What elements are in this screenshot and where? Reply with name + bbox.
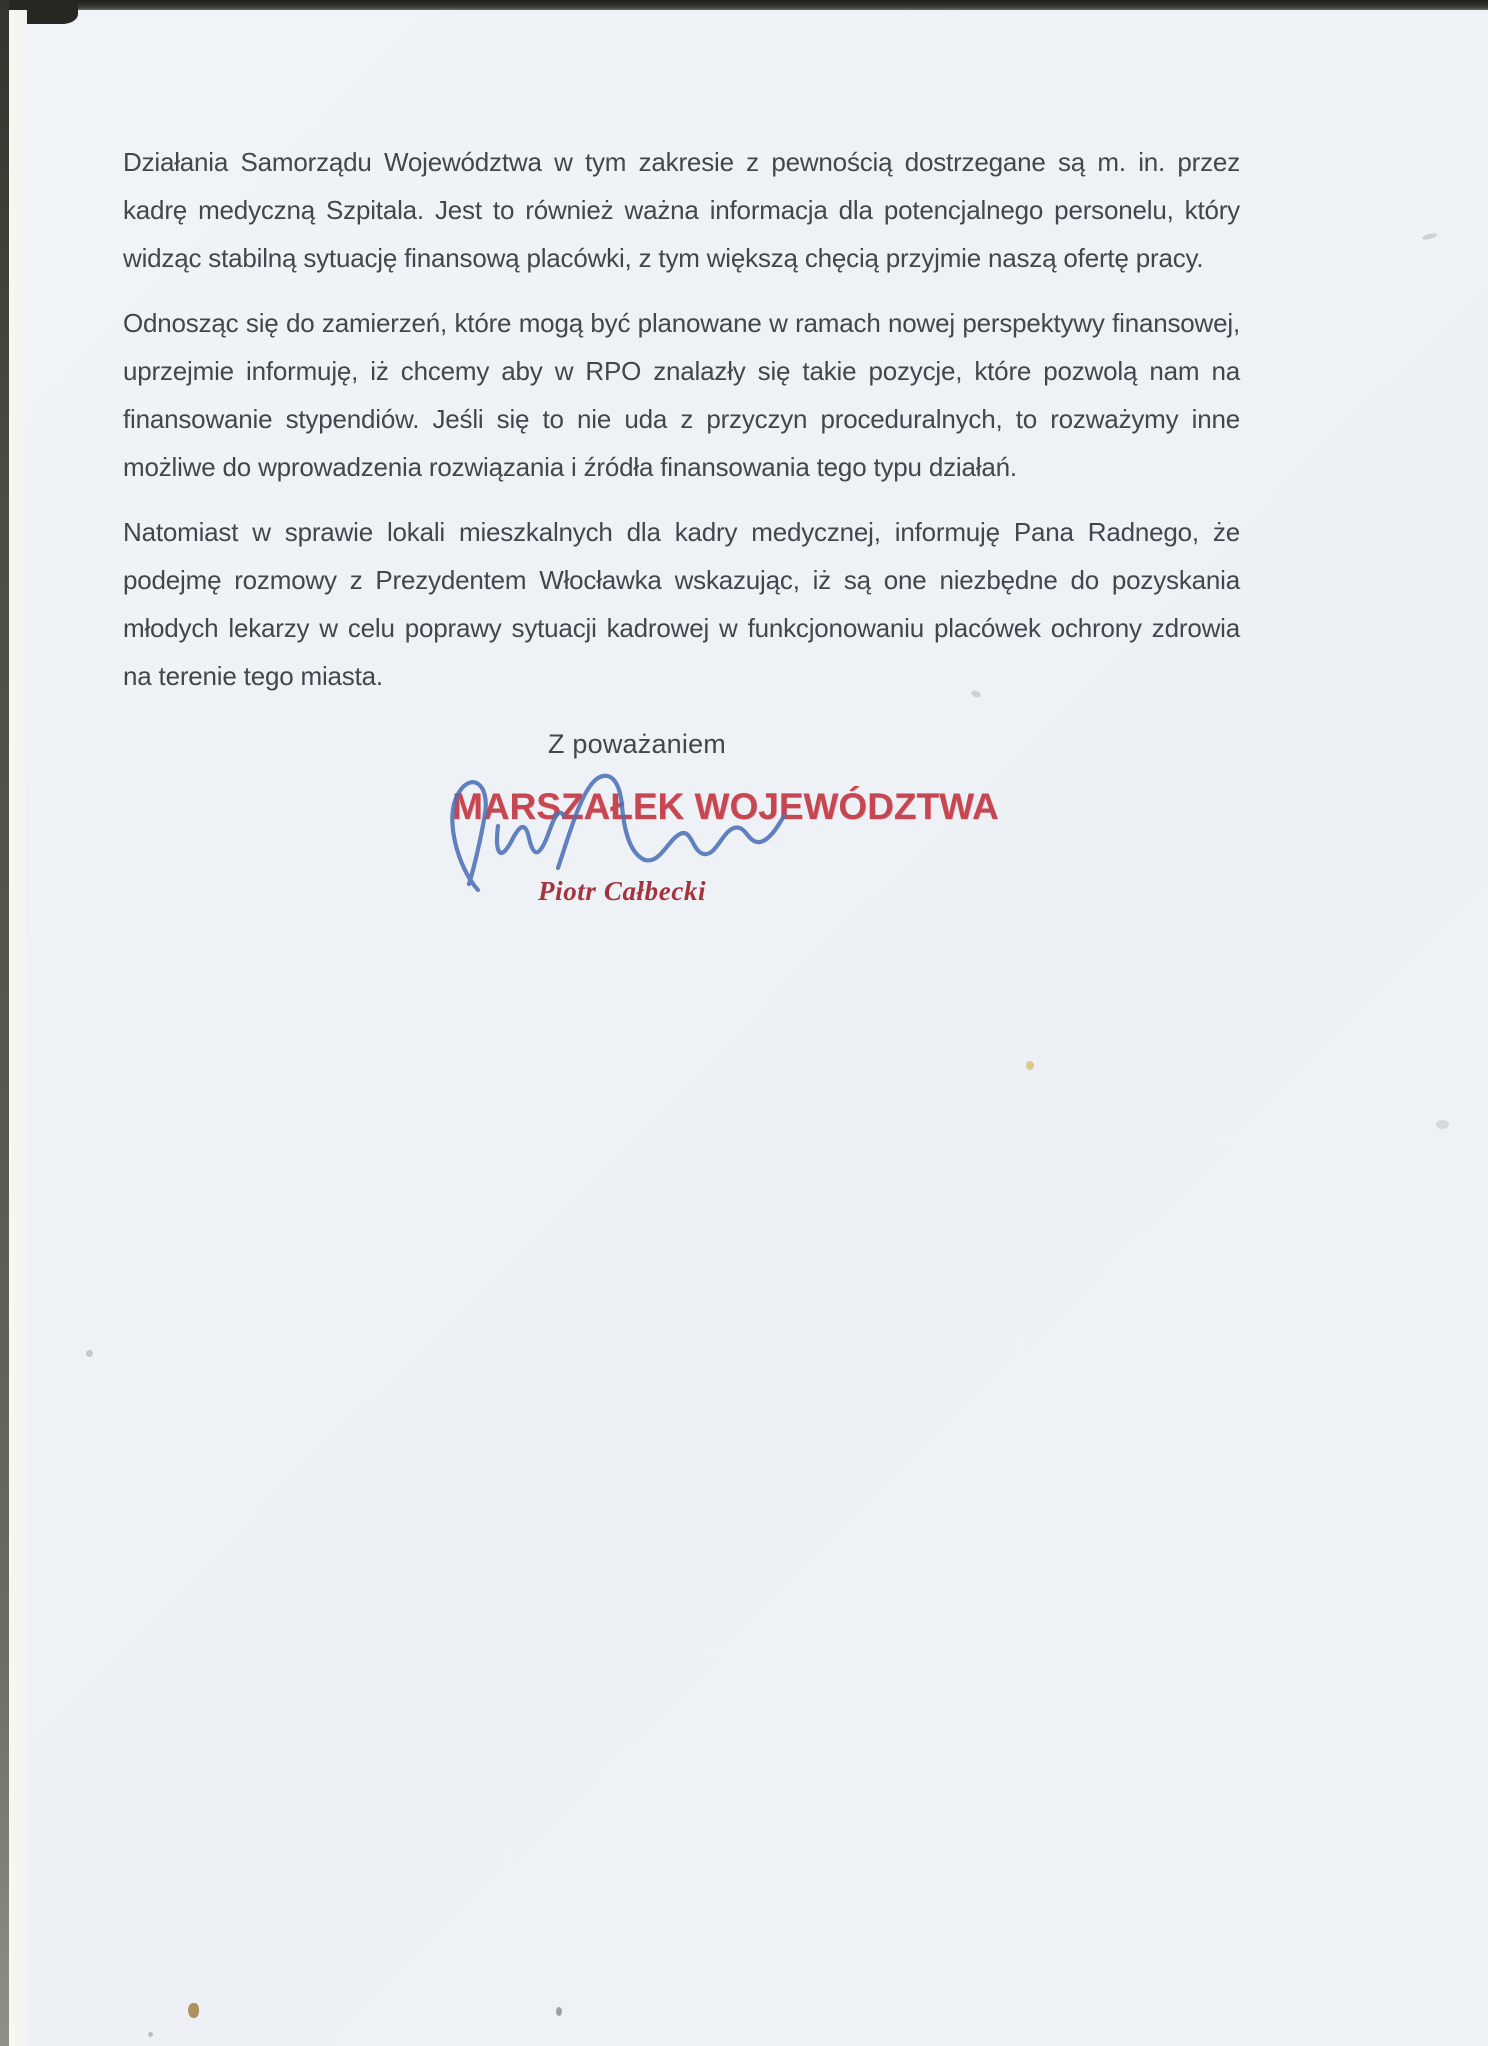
scan-speck [556, 2007, 562, 2016]
signature-stroke-tail [645, 816, 784, 860]
signature-ink [438, 770, 802, 902]
paper-edge-highlight [9, 10, 27, 2046]
signature-stroke-loop [452, 782, 485, 890]
signature-stroke-arc [558, 776, 645, 868]
letter-paragraph-2: Odnosząc się do zamierzeń, które mogą być planowane w ramach nowej perspektywy finansowej, uprzejmie informuję, iż chcemy aby w RPO znalazły się takie pozycje, które pozwolą nam na finansowanie stypendiów. Jeśli się to nie uda z przyczyn proceduralnych, to rozważymy inne możliwe do wprowadzenia rozwiązania i źródła finansowania tego typu działań. [123, 308, 1240, 482]
scan-speck [1026, 1061, 1034, 1070]
scan-speck [188, 2003, 199, 2018]
signature-name: Piotr Całbecki [538, 876, 707, 906]
closing-salutation: Z poważaniem [548, 729, 726, 759]
letter-paragraph-3: Natomiast w sprawie lokali mieszkalnych dla kadry medycznej, informuję Pana Radnego, że podejmę rozmowy z Prezydentem Włocławka wskazując, iż są one niezbędne do pozyskania młodych lekarzy w celu poprawy sytuacji kadrowej w funkcjonowaniu placówek ochrony zdrowia na terenie tego miasta. [123, 517, 1240, 691]
scan-edge-top [0, 0, 1488, 10]
stamp-title: MARSZAŁEK WOJEWÓDZTWA [452, 786, 999, 827]
signature-stroke-middle [497, 813, 564, 853]
scan-speck [86, 1350, 93, 1357]
letter-paragraph-1: Działania Samorządu Województwa w tym zakresie z pewnością dostrzegane są m. in. przez kadrę medyczną Szpitala. Jest to również ważna informacja dla potencjalnego personelu, który widząc stabilną sytuację finansową placówki, z tym większą chęcią przyjmie naszą ofertę pracy. [123, 147, 1240, 273]
scan-speck [148, 2032, 153, 2037]
scan-edge-left [0, 0, 9, 2046]
scan-speck [1422, 232, 1438, 240]
letter-body [123, 138, 1240, 717]
scan-speck [1436, 1120, 1449, 1129]
